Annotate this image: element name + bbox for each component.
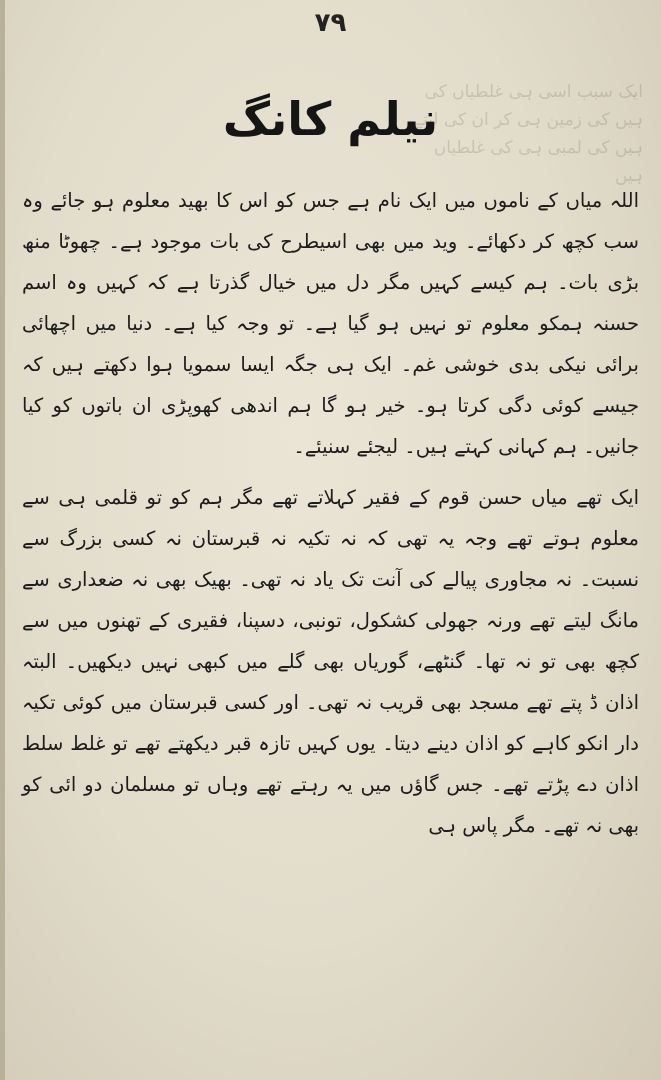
page-title: نیلم کانگ — [222, 92, 439, 146]
body-text — [22, 180, 639, 846]
paragraph-1: اللہ میاں کے ناموں میں ایک نام ہے جس کو اس کا بھید معلوم ہو جائے وہ سب کچھ کر دکھائے۔ وید میں بھی اسیطرح کی بات موجود ہے۔ چھوٹا منھ بڑی بات۔ ہم کیسے کہیں مگر دل میں خیال گذرتا ہے کہ کہیں وہ اسم حسنہ ہمکو معلوم تو نہیں ہو گیا ہے۔ تو وجہ کیا ہے۔ دنیا میں اچھائی برائی نیکی بدی خوشی غم۔ ایک ہی جگہ ایسا سمویا ہوا دکھتے ہیں کہ جیسے کوئی دگی کرتا ہو۔ خیر ہو گا ہم اندھی کھوپڑی ان باتوں کو کیا جانیں۔ ہم کہانی کہتے ہیں۔ لیجئے سنیئے۔ — [22, 189, 639, 458]
paragraph-2: ایک تھے میاں حسن قوم کے فقیر کہلاتے تھے مگر ہم کو تو قلمی ہی سے معلوم ہوتے تھے وجہ یہ تھی کہ نہ تکیہ نہ قبرستان نہ کسی بزرگ سے نسبت۔ نہ مجاوری پیالے کی آنت تک یاد نہ تھی۔ بھیک بھی نہ ضعداری سے مانگ لیتے تھے ورنہ جھولی کشکول، تونبی، دسپنا، فقیری کے تھنوں میں سے کچھ بھی تو نہ تھا۔ گنٹھے، گوریاں بھی گلے میں کبھی نہیں دیکھیں۔ البتہ اذان ڈ پتے تھے مسجد بھی قریب نہ تھی۔ اور کسی قبرستان میں کوئی تکیہ دار انکو کاہے کو اذان دینے دیتا۔ یوں کہیں تازہ قبر دیکھتے تھے تو غلط سلط اذان دے پڑتے تھے۔ جس گاؤں میں یہ رہتے تھے وہاں تو مسلمان دو ائی کو بھی نہ تھے۔ مگر پاس ہی — [22, 486, 639, 837]
page-number: ۷۹ — [314, 8, 347, 38]
page-edge-shadow — [0, 0, 5, 1080]
bleed-through-text: ایک سبب اسی ہی غلطیاں کی ہیں کی زمین ہی کر ان کی لیتے ہیں کی لمبی ہی کی غلطیاں ہیں — [413, 82, 643, 186]
